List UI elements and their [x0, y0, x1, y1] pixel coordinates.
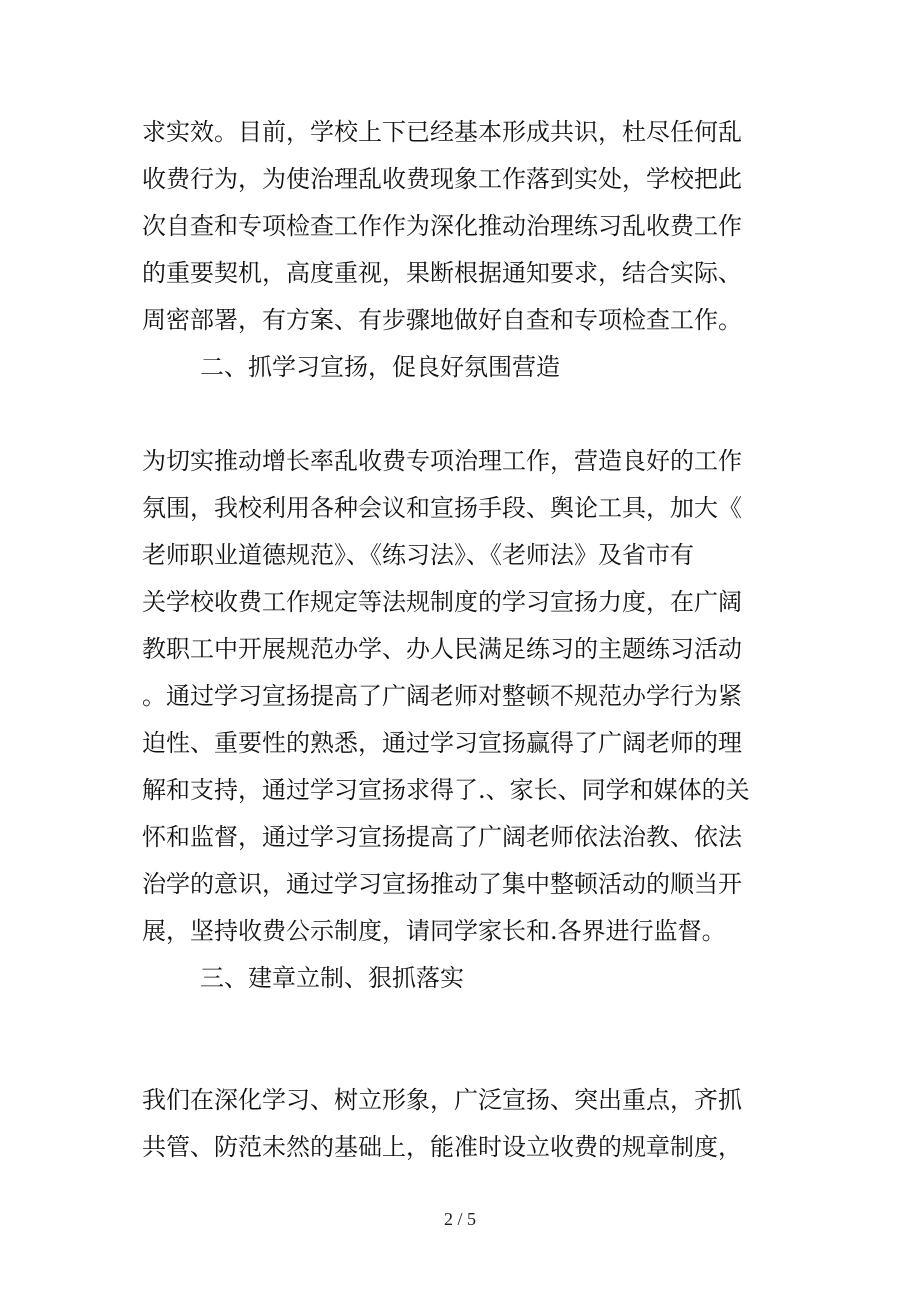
text-line: 解和支持，通过学习宣扬求得了.、家长、同学和媒体的关	[142, 776, 750, 804]
text-line: 展，坚持收费公示制度，请同学家长和.各界进行监督。	[142, 917, 726, 945]
text-line: 。通过学习宣扬提高了广阔老师对整顿不规范办学行为紧	[142, 682, 742, 710]
text-line: 的重要契机，高度重视，果断根据通知要求，结合实际、	[142, 259, 742, 287]
text-line: 收费行为，为使治理乱收费现象工作落到实处，学校把此	[142, 165, 742, 193]
text-line: 怀和监督，通过学习宣扬提高了广阔老师依法治教、依法	[142, 823, 742, 851]
text-line: 老师职业道德规范》、《练习法》、《老师法》及省市有	[142, 541, 694, 569]
text-line: 共管、防范未然的基础上，能准时设立收费的规章制度，	[142, 1133, 742, 1161]
text-line: 次自查和专项检查工作作为深化推动治理练习乱收费工作	[142, 212, 742, 240]
text-line: 周密部署，有方案、有步骤地做好自查和专项检查工作。	[142, 306, 742, 334]
text-line: 我们在深化学习、树立形象，广泛宣扬、突出重点，齐抓	[142, 1086, 742, 1114]
text-line: 教职工中开展规范办学、办人民满足练习的主题练习活动	[142, 635, 742, 663]
section-heading-3: 三、建章立制、狠抓落实	[200, 964, 464, 992]
text-line: 为切实推动增长率乱收费专项治理工作，营造良好的工作	[142, 447, 742, 475]
text-line: 迫性、重要性的熟悉，通过学习宣扬赢得了广阔老师的理	[142, 729, 742, 757]
section-heading-2: 二、抓学习宣扬，促良好氛围营造	[200, 353, 560, 381]
text-line: 治学的意识，通过学习宣扬推动了集中整顿活动的顺当开	[142, 870, 742, 898]
page-number: 2 / 5	[443, 1209, 476, 1229]
text-line: 关学校收费工作规定等法规制度的学习宣扬力度，在广阔	[142, 588, 742, 616]
text-line: 求实效。目前，学校上下已经基本形成共识，杜尽任何乱	[142, 118, 742, 146]
text-line: 氛围，我校利用各种会议和宣扬手段、舆论工具，加大《	[142, 494, 742, 522]
